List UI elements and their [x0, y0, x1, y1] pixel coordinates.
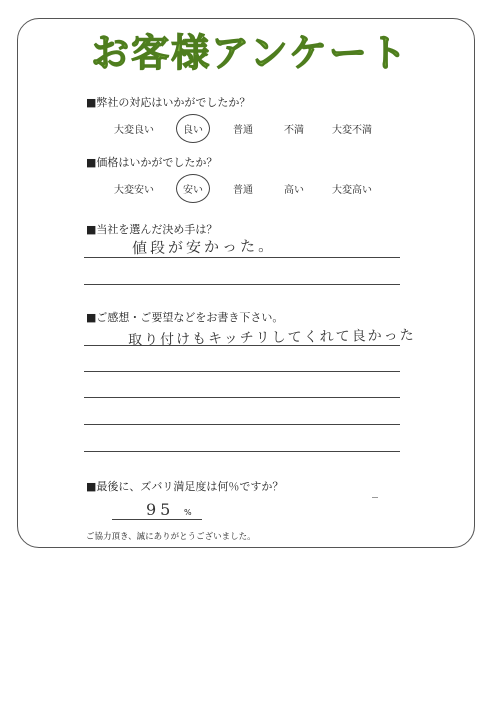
question-service: ■弊社の対応はいかがでしたか？	[86, 96, 251, 109]
option-price-very-cheap: 大変安い	[114, 185, 154, 196]
answer-line	[84, 284, 400, 285]
survey-title: お客様アンケート	[91, 31, 409, 75]
option-service-very-good: 大変良い	[114, 125, 154, 136]
comment-line	[84, 397, 400, 398]
satisfaction-answer-line	[112, 519, 202, 520]
comment-line	[84, 371, 400, 372]
question-price: ■価格はいかがでしたか？	[86, 156, 218, 169]
answer-deciding-factor: 値段が安かった。	[131, 236, 277, 258]
answer-line	[84, 257, 400, 258]
option-price-very-expensive: 大変高い	[332, 185, 372, 196]
percent-unit: %	[184, 508, 192, 517]
pen-mark	[372, 497, 378, 498]
option-service-very-dissatisfied: 大変不満	[332, 125, 372, 136]
comment-line	[84, 424, 400, 425]
thank-you-footer: ご協力頂き、誠にありがとうございました。	[86, 532, 256, 542]
comment-line	[84, 345, 400, 346]
answer-comments: 取り付けもキッチリしてくれて良かった	[127, 327, 416, 349]
comment-line	[84, 451, 400, 452]
option-price-normal: 普通	[233, 185, 253, 196]
answer-satisfaction-value: 95	[146, 500, 175, 519]
option-service-good-selected: 良い	[183, 121, 203, 136]
option-service-normal: 普通	[233, 125, 253, 136]
option-price-expensive: 高い	[284, 185, 304, 196]
question-satisfaction: ■最後に、ズバリ満足度は何％ですか？	[86, 480, 284, 493]
option-service-dissatisfied: 不満	[284, 125, 304, 136]
option-price-cheap-selected: 安い	[183, 181, 203, 196]
question-deciding-factor: ■当社を選んだ決め手は？	[86, 223, 218, 236]
question-comments: ■ご感想・ご要望などをお書き下さい。	[86, 311, 284, 324]
